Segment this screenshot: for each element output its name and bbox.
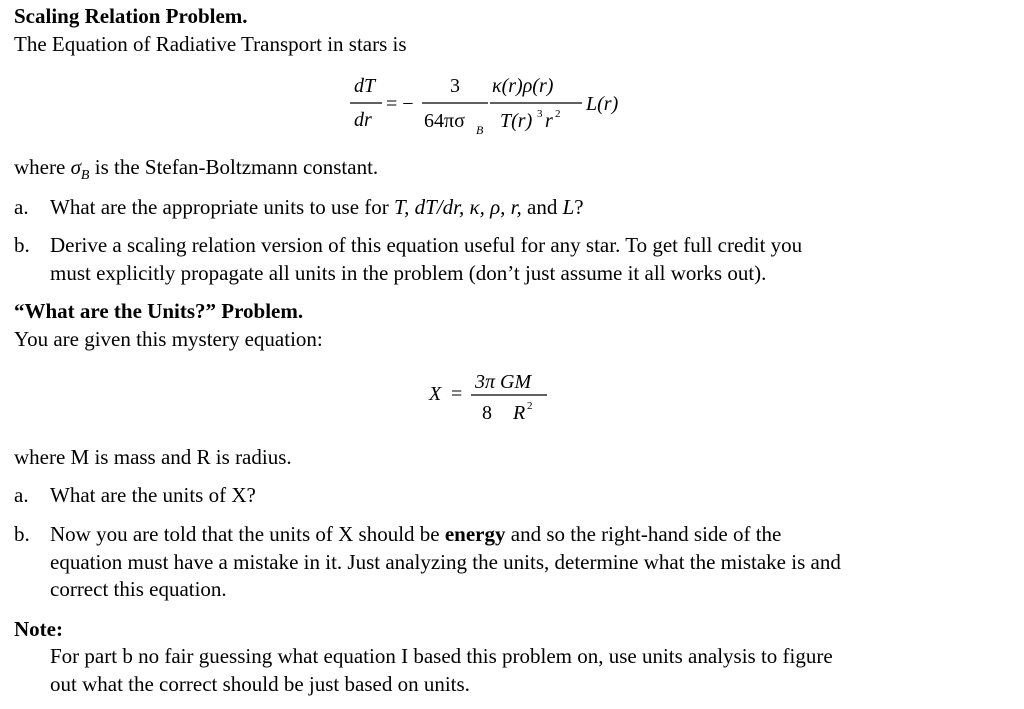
where-pre: where	[14, 155, 71, 179]
problem1-where	[14, 154, 378, 189]
eq2-equals: =	[451, 383, 463, 405]
problem1-a-label: a.	[14, 195, 29, 219]
sigma-subscript: B	[80, 168, 90, 184]
eq1-frac2-den-exp2: 2	[555, 108, 561, 120]
a-end: ?	[574, 195, 584, 219]
eq2-den-b: R	[513, 402, 526, 424]
a-vars: T, dT/dr, κ, ρ, r,	[394, 195, 522, 219]
problem1-b-line2: must explicitly propagate all units in the problem (don’t just assume it all works out).	[50, 261, 767, 285]
note-line1: For part b no fair guessing what equation I based this problem on, use units analysis to figure	[50, 644, 833, 668]
eq2-den-exp: 2	[527, 400, 533, 412]
sigma-symbol: σ	[70, 155, 81, 179]
radiative-transport-equation	[340, 70, 640, 145]
eq2-lhs: X	[429, 383, 442, 405]
eq1-lhs-num: dT	[354, 75, 376, 97]
problem2-b-label: b.	[14, 522, 30, 546]
a-pre: What are the appropriate units to use for	[50, 195, 395, 219]
eq2-den-a: 8	[482, 402, 492, 424]
problem1-b-line1: Derive a scaling relation version of this equation useful for any star. To get full credit you	[50, 233, 803, 257]
b-pre: Now you are told that the units of X should be	[50, 522, 445, 546]
problem2-a-text: What are the units of X?	[50, 483, 256, 507]
problem2-b-line1	[50, 521, 781, 548]
eq1-tail: L(r)	[586, 93, 619, 115]
mystery-equation	[425, 368, 565, 433]
eq1-coef-num: 3	[450, 75, 460, 97]
where-post: is the Stefan-Boltzmann constant.	[89, 155, 379, 179]
note-title: Note:	[14, 617, 63, 641]
eq1-frac2-den-b: r	[545, 110, 553, 132]
eq1-frac2-den-exp1: 3	[537, 108, 543, 120]
problem2-b-line2: equation must have a mistake in it. Just analyzing the units, determine what the mistake is and	[50, 550, 841, 574]
problem1-intro: The Equation of Radiative Transport in stars is	[14, 32, 407, 56]
problem1-b-label: b.	[14, 233, 30, 257]
eq2-num: 3π GM	[475, 371, 532, 393]
eq1-coef-den-sub: B	[476, 123, 484, 137]
eq1-lhs-den: dr	[354, 109, 372, 131]
problem1-title: Scaling Relation Problem.	[14, 4, 248, 28]
note-line2: out what the correct should be just based on units.	[50, 672, 470, 696]
problem1-a-text	[50, 194, 584, 221]
problem2-title: “What are the Units?” Problem.	[14, 299, 304, 323]
eq1-frac2-den-a: T(r)	[500, 110, 533, 132]
problem2-a-label: a.	[14, 483, 29, 507]
problem2-where: where M is mass and R is radius.	[14, 445, 292, 469]
a-and: and	[521, 195, 563, 219]
problem2-intro: You are given this mystery equation:	[14, 327, 323, 351]
eq1-equals: = −	[386, 93, 414, 115]
b-bold-energy: energy	[444, 522, 506, 546]
a-L: L	[562, 195, 575, 219]
eq1-frac2-num: κ(r)ρ(r)	[492, 75, 554, 97]
eq1-coef-den: 64πσ	[424, 110, 465, 132]
problem2-b-line3: correct this equation.	[50, 577, 227, 601]
b-post: and so the right-hand side of the	[505, 522, 782, 546]
